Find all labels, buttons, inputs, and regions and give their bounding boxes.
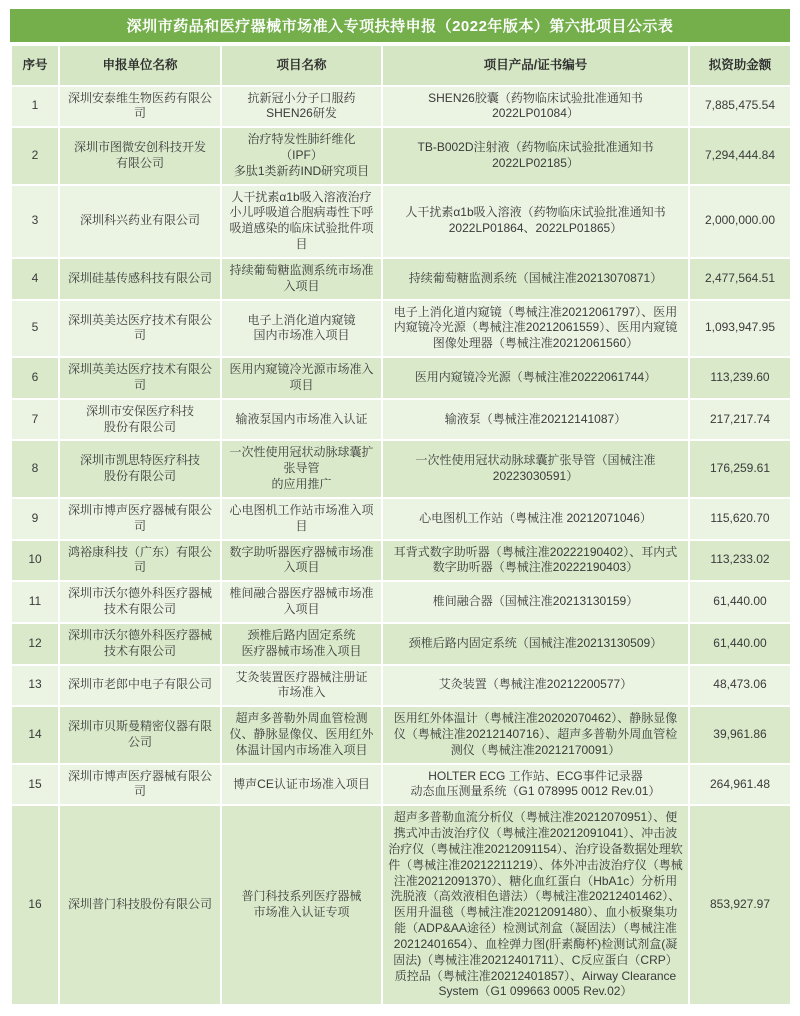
col-header-company: 申报单位名称 — [59, 45, 221, 86]
cell-company: 深圳市沃尔德外科医疗器械 技术有限公司 — [59, 623, 221, 665]
table-row — [11, 623, 791, 665]
header-row — [11, 45, 791, 86]
col-header-index: 序号 — [11, 45, 59, 86]
cell-project: 持续葡萄糖监测系统市场准入项目 — [221, 258, 382, 300]
cell-project: 数字助听器医疗器械市场准入项目 — [221, 540, 382, 582]
cell-company: 鸿裕康科技（广东）有限公司 — [59, 540, 221, 582]
cell-amount: 48,473.06 — [689, 665, 791, 707]
cell-project: 普门科技系列医疗器械 市场准入认证专项 — [221, 805, 382, 1005]
cell-project: 人干扰素α1b吸入溶液治疗小儿呼吸道合胞病毒性下呼吸道感染的临床试验批件项目 — [221, 185, 382, 258]
table-row — [11, 665, 791, 707]
col-header-product: 项目产品/证书编号 — [382, 45, 689, 86]
cell-index: 13 — [11, 665, 59, 707]
cell-index: 2 — [11, 127, 59, 184]
cell-project: 心电图机工作站市场准入项目 — [221, 498, 382, 540]
page-title: 深圳市药品和医疗器械市场准入专项扶持申报（2022年版本）第六批项目公示表 — [10, 9, 790, 42]
cell-amount: 113,239.60 — [689, 357, 791, 399]
cell-index: 10 — [11, 540, 59, 582]
cell-product: SHEN26胶囊（药物临床试验批准通知书2022LP01084） — [382, 86, 689, 128]
cell-project: 输液泵国内市场准入认证 — [221, 399, 382, 441]
table-row — [11, 805, 791, 1005]
table-row — [11, 440, 791, 497]
table-row — [11, 399, 791, 441]
cell-index: 9 — [11, 498, 59, 540]
cell-product: 耳背式数字助听器（粤械注准20222190402）、耳内式数字助听器（粤械注准20222190403） — [382, 540, 689, 582]
cell-amount: 217,217.74 — [689, 399, 791, 441]
cell-product: 椎间融合器（国械注准20213130159） — [382, 581, 689, 623]
cell-company: 深圳市博声医疗器械有限公司 — [59, 764, 221, 806]
cell-index: 4 — [11, 258, 59, 300]
cell-amount: 176,259.61 — [689, 440, 791, 497]
cell-company: 深圳市凯思特医疗科技 股份有限公司 — [59, 440, 221, 497]
col-header-amount: 拟资助金额 — [689, 45, 791, 86]
cell-amount: 39,961.86 — [689, 706, 791, 763]
cell-amount: 7,294,444.84 — [689, 127, 791, 184]
cell-project: 超声多普勒外周血管检测仪、静脉显像仪、医用红外体温计国内市场准入项目 — [221, 706, 382, 763]
cell-index: 5 — [11, 300, 59, 357]
cell-index: 7 — [11, 399, 59, 441]
cell-index: 14 — [11, 706, 59, 763]
table-row — [11, 706, 791, 763]
cell-project: 医用内窥镜冷光源市场准入项目 — [221, 357, 382, 399]
cell-product: HOLTER ECG 工作站、ECG事件记录器 动态血压测量系统（G1 078995 0012 Rev.01） — [382, 764, 689, 806]
cell-product: 电子上消化道内窥镜（粤械注准20212061797）、医用内窥镜冷光源（粤械注准20212061559）、医用内窥镜图像处理器（粤械注准20212061560） — [382, 300, 689, 357]
projects-table — [10, 44, 792, 1006]
table-row — [11, 258, 791, 300]
table-row — [11, 764, 791, 806]
table-row — [11, 581, 791, 623]
cell-amount: 115,620.70 — [689, 498, 791, 540]
table-row — [11, 185, 791, 258]
cell-company: 深圳市图微安创科技开发 有限公司 — [59, 127, 221, 184]
cell-amount: 1,093,947.95 — [689, 300, 791, 357]
cell-project: 颈椎后路内固定系统 医疗器械市场准入项目 — [221, 623, 382, 665]
table-row — [11, 498, 791, 540]
cell-index: 11 — [11, 581, 59, 623]
cell-product: 艾灸装置（粤械注准20212200577） — [382, 665, 689, 707]
cell-index: 1 — [11, 86, 59, 128]
cell-project: 电子上消化道内窥镜 国内市场准入项目 — [221, 300, 382, 357]
cell-company: 深圳市贝斯曼精密仪器有限公司 — [59, 706, 221, 763]
cell-index: 3 — [11, 185, 59, 258]
cell-index: 15 — [11, 764, 59, 806]
cell-company: 深圳安泰维生物医药有限公司 — [59, 86, 221, 128]
cell-amount: 853,927.97 — [689, 805, 791, 1005]
cell-index: 8 — [11, 440, 59, 497]
cell-product: 输液泵（粤械注准20212141087） — [382, 399, 689, 441]
cell-amount: 113,233.02 — [689, 540, 791, 582]
cell-amount: 61,440.00 — [689, 581, 791, 623]
cell-index: 16 — [11, 805, 59, 1005]
cell-company: 深圳市博声医疗器械有限公司 — [59, 498, 221, 540]
cell-product: 颈椎后路内固定系统（国械注准20213130509） — [382, 623, 689, 665]
cell-product: 医用内窥镜冷光源（粤械注准20222061744） — [382, 357, 689, 399]
cell-amount: 2,477,564.51 — [689, 258, 791, 300]
cell-project: 博声CE认证市场准入项目 — [221, 764, 382, 806]
cell-company: 深圳英美达医疗技术有限公司 — [59, 357, 221, 399]
cell-project: 抗新冠小分子口服药SHEN26研发 — [221, 86, 382, 128]
cell-product: 人干扰素α1b吸入溶液（药物临床试验批准通知书2022LP01864、2022LP01865） — [382, 185, 689, 258]
cell-amount: 61,440.00 — [689, 623, 791, 665]
cell-company: 深圳硅基传感科技有限公司 — [59, 258, 221, 300]
cell-amount: 2,000,000.00 — [689, 185, 791, 258]
table-row — [11, 86, 791, 128]
cell-company: 深圳英美达医疗技术有限公司 — [59, 300, 221, 357]
cell-company: 深圳普门科技股份有限公司 — [59, 805, 221, 1005]
table-row — [11, 540, 791, 582]
cell-project: 椎间融合器医疗器械市场准入项目 — [221, 581, 382, 623]
cell-project: 一次性使用冠状动脉球囊扩张导管 的应用推广 — [221, 440, 382, 497]
cell-index: 12 — [11, 623, 59, 665]
cell-project: 艾灸装置医疗器械注册证 市场准入 — [221, 665, 382, 707]
cell-product: TB-B002D注射液（药物临床试验批准通知书2022LP02185） — [382, 127, 689, 184]
table-row — [11, 127, 791, 184]
cell-company: 深圳市安保医疗科技 股份有限公司 — [59, 399, 221, 441]
cell-product: 心电图机工作站（粤械注准 20212071046） — [382, 498, 689, 540]
table-body — [11, 86, 791, 1006]
cell-product: 一次性使用冠状动脉球囊扩张导管（国械注准20223030591） — [382, 440, 689, 497]
cell-project: 治疗特发性肺纤维化（IPF） 多肽1类新药IND研究项目 — [221, 127, 382, 184]
cell-index: 6 — [11, 357, 59, 399]
cell-product: 持续葡萄糖监测系统（国械注准20213070871） — [382, 258, 689, 300]
cell-product: 医用红外体温计（粤械注准20202070462）、静脉显像仪（粤械注准20212140716）、超声多普勒外周血管检测仪（粤械注准20212170091） — [382, 706, 689, 763]
cell-amount: 7,885,475.54 — [689, 86, 791, 128]
cell-amount: 264,961.48 — [689, 764, 791, 806]
table-row — [11, 357, 791, 399]
cell-company: 深圳科兴药业有限公司 — [59, 185, 221, 258]
col-header-project: 项目名称 — [221, 45, 382, 86]
cell-product: 超声多普勒血流分析仪（粤械注准20212070951）、便携式冲击波治疗仪（粤械注准20212091041）、冲击波治疗仪（粤械注准20212091154）、治疗设备数据处理软件（粤械注准20212211219）、体外冲击波治疗仪（粤械注准20212091370）、糖化血红蛋白（HbA1c）分析用洗脱液（高效液相色谱法）（粤械注准20212401462）、医用升温毯（粤械注准20212091480）、血小板聚集功能（ADP&AA途径）检测试剂盒（凝固法）（粤械注准20212401654）、血栓弹力图(肝素酶杯)检测试剂盒(凝固法)（粤械注准20212401711）、C反应蛋白（CRP）质控品（粤械注准20212401857）、Airway Clearance System（G1 099663 0005 Rev.02） — [382, 805, 689, 1005]
cell-company: 深圳市老郎中电子有限公司 — [59, 665, 221, 707]
table-row — [11, 300, 791, 357]
cell-company: 深圳市沃尔德外科医疗器械 技术有限公司 — [59, 581, 221, 623]
